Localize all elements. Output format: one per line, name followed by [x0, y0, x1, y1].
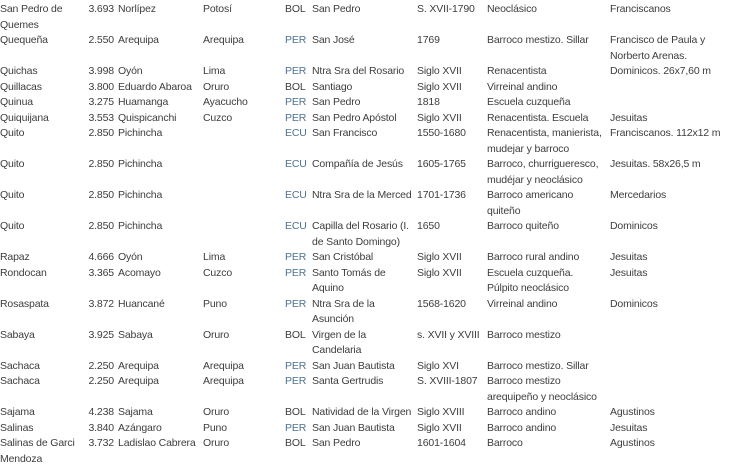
cell-church: San Cristóbal — [312, 251, 374, 263]
cell-altitude: 2.250 — [88, 375, 114, 387]
cell-province: Sabaya — [118, 328, 153, 341]
cell-department: Lima — [203, 251, 226, 263]
cell-department: Cuzco — [203, 266, 233, 279]
cell-notes: Dominicos — [610, 297, 658, 310]
table-row — [0, 188, 748, 219]
cell-notes: Jesuitas — [610, 266, 648, 279]
cell-notes: Mercedarios — [610, 189, 667, 201]
cell-church: Ntra Sra de la Merced — [312, 189, 412, 201]
cell-period: 1605-1765 — [417, 158, 466, 170]
cell-altitude: 3.840 — [88, 421, 114, 434]
cell-church: Ntra Sra del Rosario — [312, 65, 405, 77]
table-row — [0, 111, 748, 127]
table-row — [0, 359, 748, 375]
cell-department: Arequipa — [203, 375, 244, 387]
cell-place: Salinas de Garci Mendoza — [0, 437, 75, 465]
cell-province: Quispicanchi — [118, 111, 177, 124]
cell-period: Siglo XVIII — [417, 406, 465, 418]
cell-place: Sabaya — [0, 328, 35, 341]
table-row — [0, 266, 748, 297]
cell-province: Azángaro — [118, 421, 162, 434]
cell-province: Ladislao Cabrera — [118, 437, 196, 449]
table-body — [0, 2, 748, 467]
cell-period: Siglo XVII — [417, 251, 462, 263]
cell-country: PER — [285, 421, 307, 434]
cell-altitude: 3.998 — [88, 65, 114, 77]
cell-province: Pichincha — [118, 158, 163, 170]
cell-style: Virreinal andino — [487, 297, 558, 310]
cell-altitude: 2.850 — [88, 189, 114, 201]
cell-church: San Pedro Apóstol — [312, 111, 397, 124]
table-row — [0, 219, 748, 250]
cell-altitude: 2.550 — [88, 34, 114, 46]
cell-altitude: 2.250 — [88, 359, 114, 372]
cell-department: Arequipa — [203, 359, 244, 372]
cell-church: Virgen de la Candelaria — [312, 328, 367, 356]
cell-province: Pichincha — [118, 220, 163, 232]
cell-department: Puno — [203, 297, 227, 310]
cell-period: 1601-1604 — [417, 437, 466, 449]
cell-department: Arequipa — [203, 34, 244, 46]
cell-country: BOL — [285, 406, 306, 418]
cell-notes — [610, 328, 748, 359]
table-row — [0, 405, 748, 421]
cell-style: Barroco, churrigueresco, mudéjar y neoclásico — [487, 158, 599, 186]
cell-place: Quequeña — [0, 34, 48, 46]
cell-notes — [610, 80, 748, 96]
cell-place: Rapaz — [0, 251, 30, 263]
cell-style: Barroco rural andino — [487, 251, 580, 263]
cell-place: San Pedro de Quemes — [0, 3, 63, 31]
cell-church: Compañía de Jesús — [312, 158, 403, 170]
cell-style: Barroco mestizo. Sillar — [487, 359, 589, 372]
cell-church: San Francisco — [312, 127, 378, 139]
cell-period: Siglo XVII — [417, 65, 462, 77]
cell-period: S. XVIII-1807 — [417, 375, 478, 387]
cell-province: Acomayo — [118, 266, 161, 279]
cell-period: 1818 — [417, 96, 440, 108]
cell-church: San Juan Bautista — [312, 359, 395, 372]
cell-country: PER — [285, 34, 307, 46]
cell-style: Barroco andino — [487, 421, 557, 434]
cell-place: Rosaspata — [0, 297, 49, 310]
cell-province: Pichincha — [118, 189, 163, 201]
cell-period: Siglo XVII — [417, 111, 462, 124]
cell-style: Barroco mestizo arequipeño y neoclásico — [487, 375, 597, 403]
cell-notes: Agustinos — [610, 437, 655, 449]
cell-notes — [610, 359, 748, 375]
cell-altitude: 4.238 — [88, 406, 114, 418]
table-row — [0, 80, 748, 96]
cell-notes: Dominicos — [610, 220, 658, 232]
cell-province: Oyón — [118, 65, 143, 77]
cell-notes: Franciscanos — [610, 3, 671, 15]
cell-country: ECU — [285, 127, 307, 139]
cell-province: Huancané — [118, 297, 165, 310]
cell-altitude: 3.553 — [88, 111, 114, 124]
cell-style: Renacentista — [487, 65, 547, 77]
cell-style: Renacentista. Escuela — [487, 111, 589, 124]
table-row — [0, 297, 748, 328]
table-row — [0, 126, 748, 157]
cell-province: Arequipa — [118, 375, 159, 387]
cell-country: ECU — [285, 189, 307, 201]
table-row — [0, 157, 748, 188]
cell-place: Quinua — [0, 96, 33, 108]
cell-country: BOL — [285, 437, 306, 449]
cell-altitude: 3.800 — [88, 80, 114, 93]
cell-style: Barroco andino — [487, 406, 557, 418]
cell-style: Barroco mestizo. Sillar — [487, 34, 589, 46]
cell-church: San Juan Bautista — [312, 421, 395, 434]
cell-place: Sajama — [0, 406, 35, 418]
cell-altitude: 3.275 — [88, 96, 114, 108]
table-row — [0, 421, 748, 437]
cell-department: Cuzco — [203, 111, 233, 124]
cell-notes — [610, 95, 748, 111]
cell-province: Huamanga — [118, 96, 169, 108]
cell-notes: Francisco de Paula y Norberto Arenas. — [610, 34, 706, 62]
cell-church: Santa Gertrudis — [312, 375, 384, 387]
table-row — [0, 250, 748, 266]
cell-style: Virreinal andino — [487, 80, 558, 93]
table-row — [0, 2, 748, 33]
cell-period: Siglo XVII — [417, 80, 462, 93]
cell-country: BOL — [285, 328, 306, 341]
cell-style: Escuela cuzqueña — [487, 96, 571, 108]
cell-province: Norlípez — [118, 3, 156, 15]
cell-style: Renacentista, manierista, mudejar y barroco — [487, 127, 602, 155]
cell-province: Pichincha — [118, 127, 163, 139]
cell-period: S. XVII-1790 — [417, 3, 475, 15]
cell-place: Quito — [0, 189, 25, 201]
cell-country: ECU — [285, 220, 307, 232]
cell-period: 1650 — [417, 220, 440, 232]
cell-church: San Pedro — [312, 3, 361, 15]
cell-province: Arequipa — [118, 359, 159, 372]
table-row — [0, 95, 748, 111]
cell-church: Ntra Sra de la Asunción — [312, 297, 375, 325]
cell-department: Lima — [203, 65, 226, 77]
cell-country: PER — [285, 111, 307, 124]
cell-church: San Pedro — [312, 96, 361, 108]
cell-country: PER — [285, 65, 307, 77]
cell-notes — [610, 374, 748, 405]
cell-church: Natividad de la Virgen — [312, 406, 412, 418]
cell-department: Oruro — [203, 328, 230, 341]
cell-period: Siglo XVI — [417, 359, 459, 372]
cell-period: 1769 — [417, 34, 440, 46]
cell-altitude: 3.732 — [88, 437, 114, 449]
cell-department: Puno — [203, 421, 227, 434]
table-row — [0, 328, 748, 359]
cell-place: Salinas — [0, 421, 34, 434]
cell-notes: Jesuitas — [610, 111, 648, 124]
cell-church: San José — [312, 34, 355, 46]
cell-country: PER — [285, 251, 307, 263]
cell-country: BOL — [285, 3, 306, 15]
cell-style: Neoclásico — [487, 3, 537, 15]
cell-department — [203, 126, 285, 157]
cell-church: Santo Tomás de Aquino — [312, 266, 386, 294]
cell-province: Eduardo Abaroa — [118, 80, 192, 93]
cell-place: Quiquijana — [0, 111, 49, 124]
cell-department: Oruro — [203, 406, 230, 418]
cell-province: Oyón — [118, 251, 143, 263]
cell-period: 1568-1620 — [417, 297, 466, 310]
cell-place: Sachaca — [0, 375, 40, 387]
cell-period: 1701-1736 — [417, 189, 466, 201]
cell-church: Capilla del Rosario (I. de Santo Domingo) — [312, 220, 409, 248]
cell-notes: Jesuitas — [610, 251, 648, 263]
cell-place: Quito — [0, 220, 25, 232]
cell-altitude: 2.850 — [88, 158, 114, 170]
cell-place: Rondocan — [0, 266, 47, 279]
cell-province: Sajama — [118, 406, 153, 418]
cell-notes: Dominicos. 26x7,60 m — [610, 65, 711, 77]
cell-altitude: 3.925 — [88, 328, 114, 341]
cell-department: Oruro — [203, 80, 230, 93]
cell-period: Siglo XVII — [417, 266, 462, 279]
cell-place: Sachaca — [0, 359, 40, 372]
cell-style: Barroco americano quiteño — [487, 189, 574, 217]
cell-period: s. XVII y XVIII — [417, 328, 480, 341]
cell-place: Quichas — [0, 65, 38, 77]
cell-place: Quito — [0, 127, 25, 139]
cell-country: PER — [285, 359, 307, 372]
table-row — [0, 64, 748, 80]
cell-notes: Jesuitas. 58x26,5 m — [610, 158, 701, 170]
cell-altitude: 3.693 — [88, 3, 114, 15]
cell-country: PER — [285, 375, 307, 387]
table-row — [0, 374, 748, 405]
cell-province: Arequipa — [118, 34, 159, 46]
cell-country: PER — [285, 96, 307, 108]
cell-department — [203, 188, 285, 219]
churches-table — [0, 2, 748, 467]
cell-altitude: 2.850 — [88, 220, 114, 232]
cell-place: Quillacas — [0, 80, 42, 93]
cell-notes: Agustinos — [610, 406, 655, 418]
cell-country: PER — [285, 297, 307, 310]
cell-style: Barroco quiteño — [487, 220, 559, 232]
cell-altitude: 4.666 — [88, 251, 114, 263]
table-row — [0, 33, 748, 64]
cell-notes: Franciscanos. 112x12 m — [610, 127, 721, 139]
cell-altitude: 3.872 — [88, 297, 114, 310]
cell-altitude: 3.365 — [88, 266, 114, 279]
cell-style: Barroco mestizo — [487, 328, 561, 341]
cell-period: 1550-1680 — [417, 127, 466, 139]
cell-style: Escuela cuzqueña. Púlpito neoclásico — [487, 266, 574, 294]
cell-department: Oruro — [203, 437, 230, 449]
cell-department — [203, 157, 285, 188]
cell-country: ECU — [285, 158, 307, 170]
cell-style: Barroco — [487, 437, 523, 449]
cell-place: Quito — [0, 158, 25, 170]
cell-country: BOL — [285, 80, 306, 93]
cell-department — [203, 219, 285, 250]
cell-altitude: 2.850 — [88, 127, 114, 139]
cell-notes: Jesuitas — [610, 421, 648, 434]
cell-country: PER — [285, 266, 307, 279]
cell-church: Santiago — [312, 80, 353, 93]
cell-department: Ayacucho — [203, 96, 248, 108]
table-row — [0, 436, 748, 467]
cell-period: Siglo XVII — [417, 421, 462, 434]
cell-church: San Pedro — [312, 437, 361, 449]
cell-department: Potosí — [203, 3, 232, 15]
